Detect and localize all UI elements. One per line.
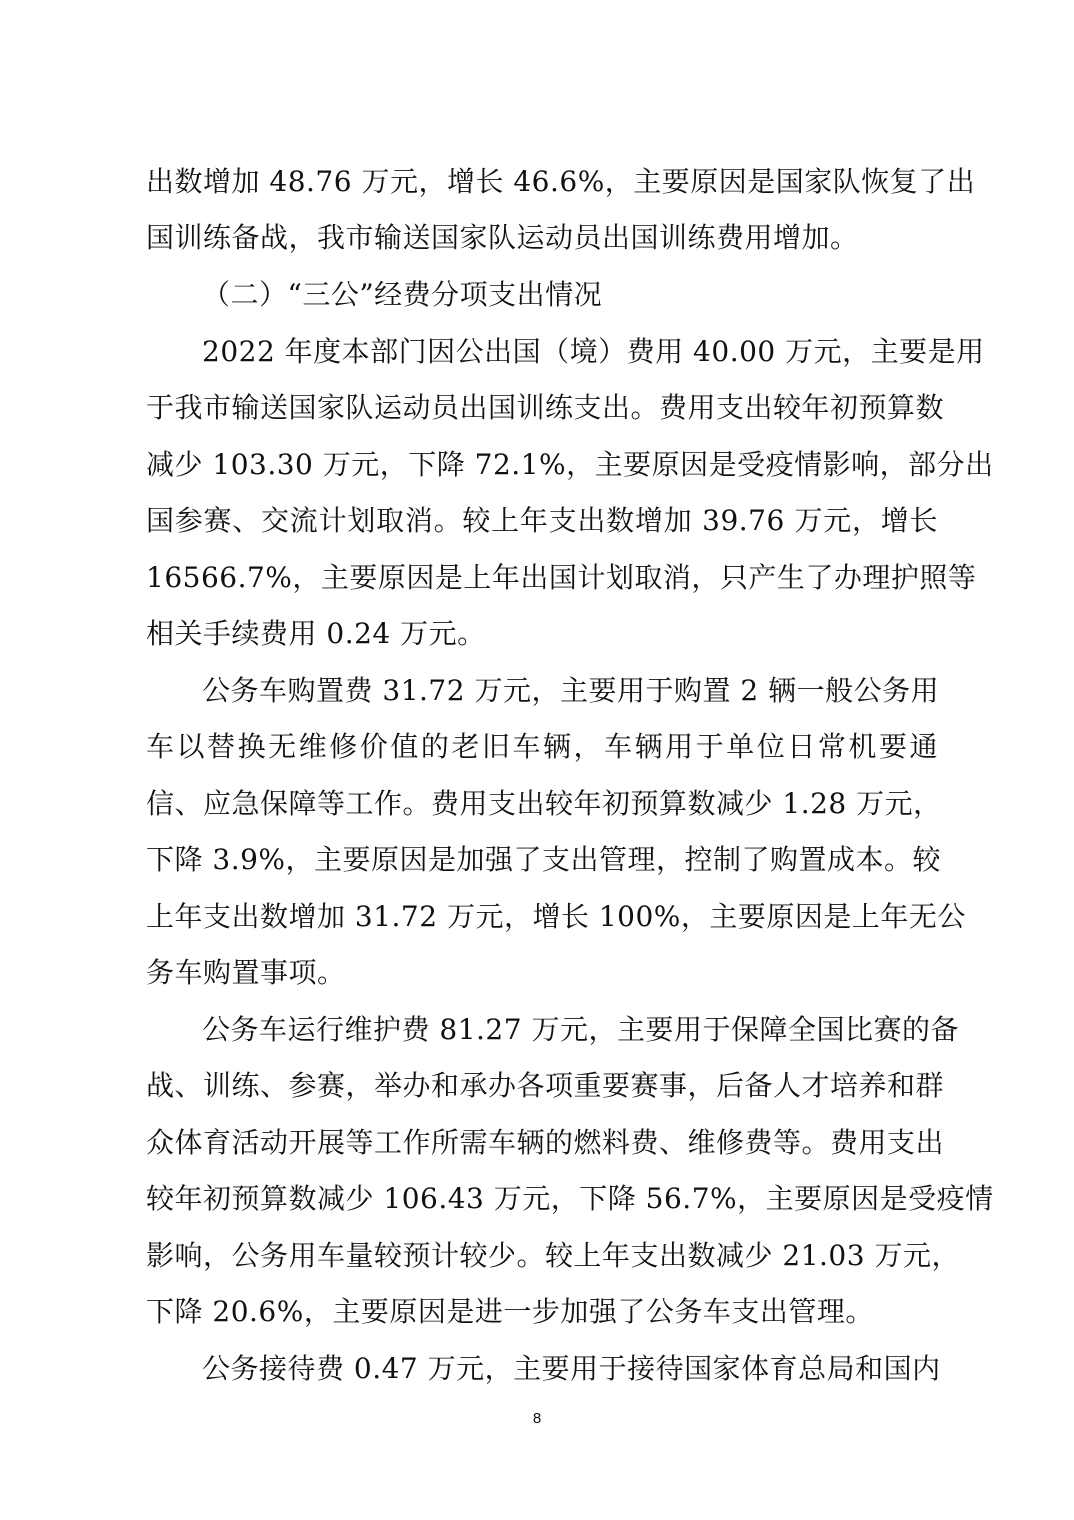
paragraph-line: 车以替换无维修价值的老旧车辆，车辆用于单位日常机要通 (146, 730, 938, 763)
paragraph-line: 2022 年度本部门因公出国（境）费用 40.00 万元，主要是用 (202, 335, 985, 368)
paragraph-line: 下降 20.6%，主要原因是进一步加强了公务车支出管理。 (146, 1295, 874, 1328)
paragraph-line: 较年初预算数减少 106.43 万元，下降 56.7%，主要原因是受疫情 (146, 1182, 994, 1215)
paragraph-line: 公务车购置费 31.72 万元，主要用于购置 2 辆一般公务用 (202, 674, 940, 707)
paragraph-line: 国参赛、交流计划取消。较上年支出数增加 39.76 万元，增长 (146, 504, 938, 537)
paragraph-line: 务车购置事项。 (146, 956, 346, 989)
paragraph-line: 减少 103.30 万元，下降 72.1%，主要原因是受疫情影响，部分出 (146, 448, 994, 481)
paragraph-line: 战、训练、参赛，举办和承办各项重要赛事，后备人才培养和群 (146, 1069, 945, 1102)
page-number: 8 (532, 1410, 542, 1427)
paragraph-line: 相关手续费用 0.24 万元。 (146, 617, 486, 650)
paragraph-line: 国训练备战，我市输送国家队运动员出国训练费用增加。 (146, 221, 859, 254)
paragraph-line: 出数增加 48.76 万元，增长 46.6%，主要原因是国家队恢复了出 (146, 165, 976, 198)
paragraph-line: 信、应急保障等工作。费用支出较年初预算数减少 1.28 万元， (146, 787, 942, 820)
paragraph-line: 16566.7%，主要原因是上年出国计划取消，只产生了办理护照等 (146, 561, 977, 594)
paragraph-line: 公务接待费 0.47 万元，主要用于接待国家体育总局和国内 (202, 1352, 941, 1385)
paragraph-line: 众体育活动开展等工作所需车辆的燃料费、维修费等。费用支出 (146, 1126, 945, 1159)
paragraph-line: 影响，公务用车量较预计较少。较上年支出数减少 21.03 万元， (146, 1239, 960, 1272)
paragraph-line: 下降 3.9%，主要原因是加强了支出管理，控制了购置成本。较 (146, 843, 942, 876)
section-heading: （二）“三公”经费分项支出情况 (202, 278, 603, 311)
paragraph-line: 上年支出数增加 31.72 万元，增长 100%，主要原因是上年无公 (146, 900, 966, 933)
paragraph-line: 于我市输送国家队运动员出国训练支出。费用支出较年初预算数 (146, 391, 945, 424)
paragraph-line: 公务车运行维护费 81.27 万元，主要用于保障全国比赛的备 (202, 1013, 959, 1046)
